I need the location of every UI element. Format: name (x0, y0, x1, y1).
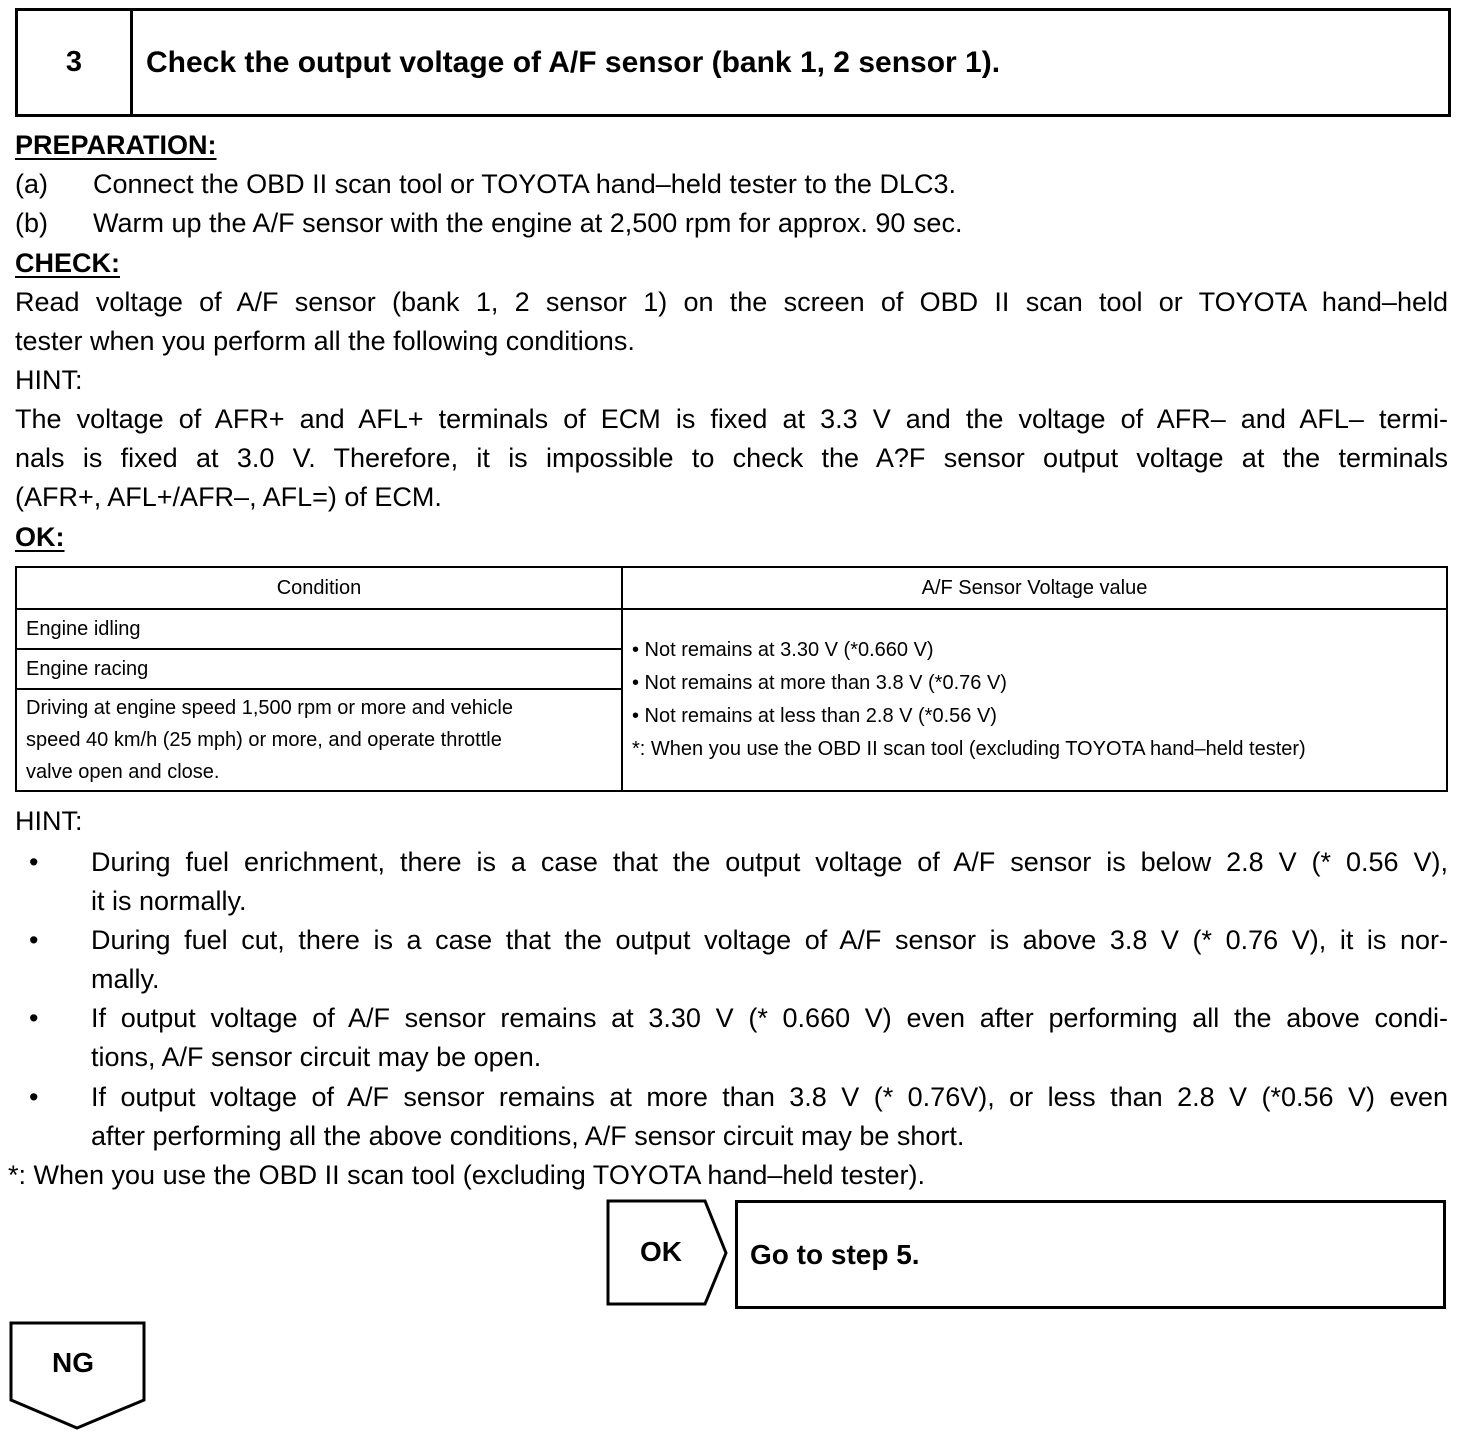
column-header-voltage: A/F Sensor Voltage value (622, 567, 1447, 609)
hint-text: nals is fixed at 3.0 V. Therefore, it is impossible to check the A?F sensor output voltage at the terminals (15, 443, 1448, 473)
voltage-value: • Not remains at more than 3.8 V (*0.76 V) (632, 672, 1007, 694)
prep-text: Warm up the A/F sensor with the engine at 2,500 rpm for approx. 90 sec. (93, 208, 963, 238)
bullet-text: after performing all the above conditions, A/F sensor circuit may be short. (91, 1121, 965, 1151)
voltage-footnote: *: When you use the OBD II scan tool (excluding TOYOTA hand–held tester) (632, 738, 1306, 760)
condition-line: speed 40 km/h (25 mph) or more, and operate throttle (26, 729, 502, 751)
hint-text: (AFR+, AFL+/AFR–, AFL=) of ECM. (15, 482, 442, 512)
bullet-icon: • (29, 847, 39, 877)
ok-action-text: Go to step 5. (750, 1238, 920, 1270)
check-text: tester when you perform all the following conditions. (15, 326, 635, 356)
hint-text: The voltage of AFR+ and AFL+ terminals of ECM is fixed at 3.3 V and the voltage of AFR– and AFL– termi- (15, 404, 1448, 434)
bullet-text: If output voltage of A/F sensor remains at more than 3.8 V (* 0.76V), or less than 2.8 V (*0.56 V) even (91, 1082, 1448, 1112)
hint-label: HINT: (15, 365, 83, 395)
bullet-text: During fuel enrichment, there is a case that the output voltage of A/F sensor is below 2.8 V (* 0.56 V), (91, 847, 1448, 877)
bullet-text: tions, A/F sensor circuit may be open. (91, 1042, 542, 1072)
voltage-value-cell (622, 609, 1447, 791)
bullet-icon: • (29, 1082, 39, 1112)
condition-line: valve open and close. (26, 761, 220, 783)
ng-flow-label: NG (52, 1347, 94, 1378)
check-label: CHECK: (15, 248, 120, 278)
ok-action-box (735, 1200, 1446, 1309)
prep-tag: (b) (15, 208, 48, 238)
condition-cell: Engine racing (16, 649, 622, 689)
voltage-value: • Not remains at less than 2.8 V (*0.56 V) (632, 705, 997, 727)
step-number: 3 (18, 11, 133, 114)
voltage-value: • Not remains at 3.30 V (*0.660 V) (632, 639, 934, 661)
ok-conditions-table (15, 566, 1448, 792)
hint2-label: HINT: (15, 806, 83, 836)
preparation-label: PREPARATION: (15, 130, 217, 160)
step-title: Check the output voltage of A/F sensor (bank 1, 2 sensor 1). (146, 45, 1001, 79)
ok-flow-label: OK (640, 1236, 682, 1267)
condition-cell: Engine idling (16, 609, 622, 649)
footnote: *: When you use the OBD II scan tool (excluding TOYOTA hand–held tester). (8, 1160, 925, 1190)
prep-tag: (a) (15, 169, 48, 199)
prep-item-a (15, 165, 1448, 204)
column-header-condition: Condition (16, 567, 622, 609)
bullet-text: If output voltage of A/F sensor remains at 3.30 V (* 0.660 V) even after performing all the above condi- (91, 1003, 1448, 1033)
step-header (15, 8, 1451, 117)
bullet-icon: • (29, 925, 39, 955)
prep-text: Connect the OBD II scan tool or TOYOTA hand–held tester to the DLC3. (93, 169, 956, 199)
condition-cell (16, 689, 622, 791)
ok-label: OK: (15, 522, 65, 552)
bullet-text: mally. (91, 964, 160, 994)
condition-line: Driving at engine speed 1,500 rpm or more and vehicle (26, 697, 513, 719)
prep-item-b (15, 204, 1448, 243)
bullet-icon: • (29, 1003, 39, 1033)
bullet-text: it is normally. (91, 886, 247, 916)
bullet-text: During fuel cut, there is a case that the output voltage of A/F sensor is above 3.8 V (* 0.76 V), it is nor- (91, 925, 1448, 955)
check-text: Read voltage of A/F sensor (bank 1, 2 sensor 1) on the screen of OBD II scan tool or TOYOTA hand–held (15, 287, 1448, 317)
